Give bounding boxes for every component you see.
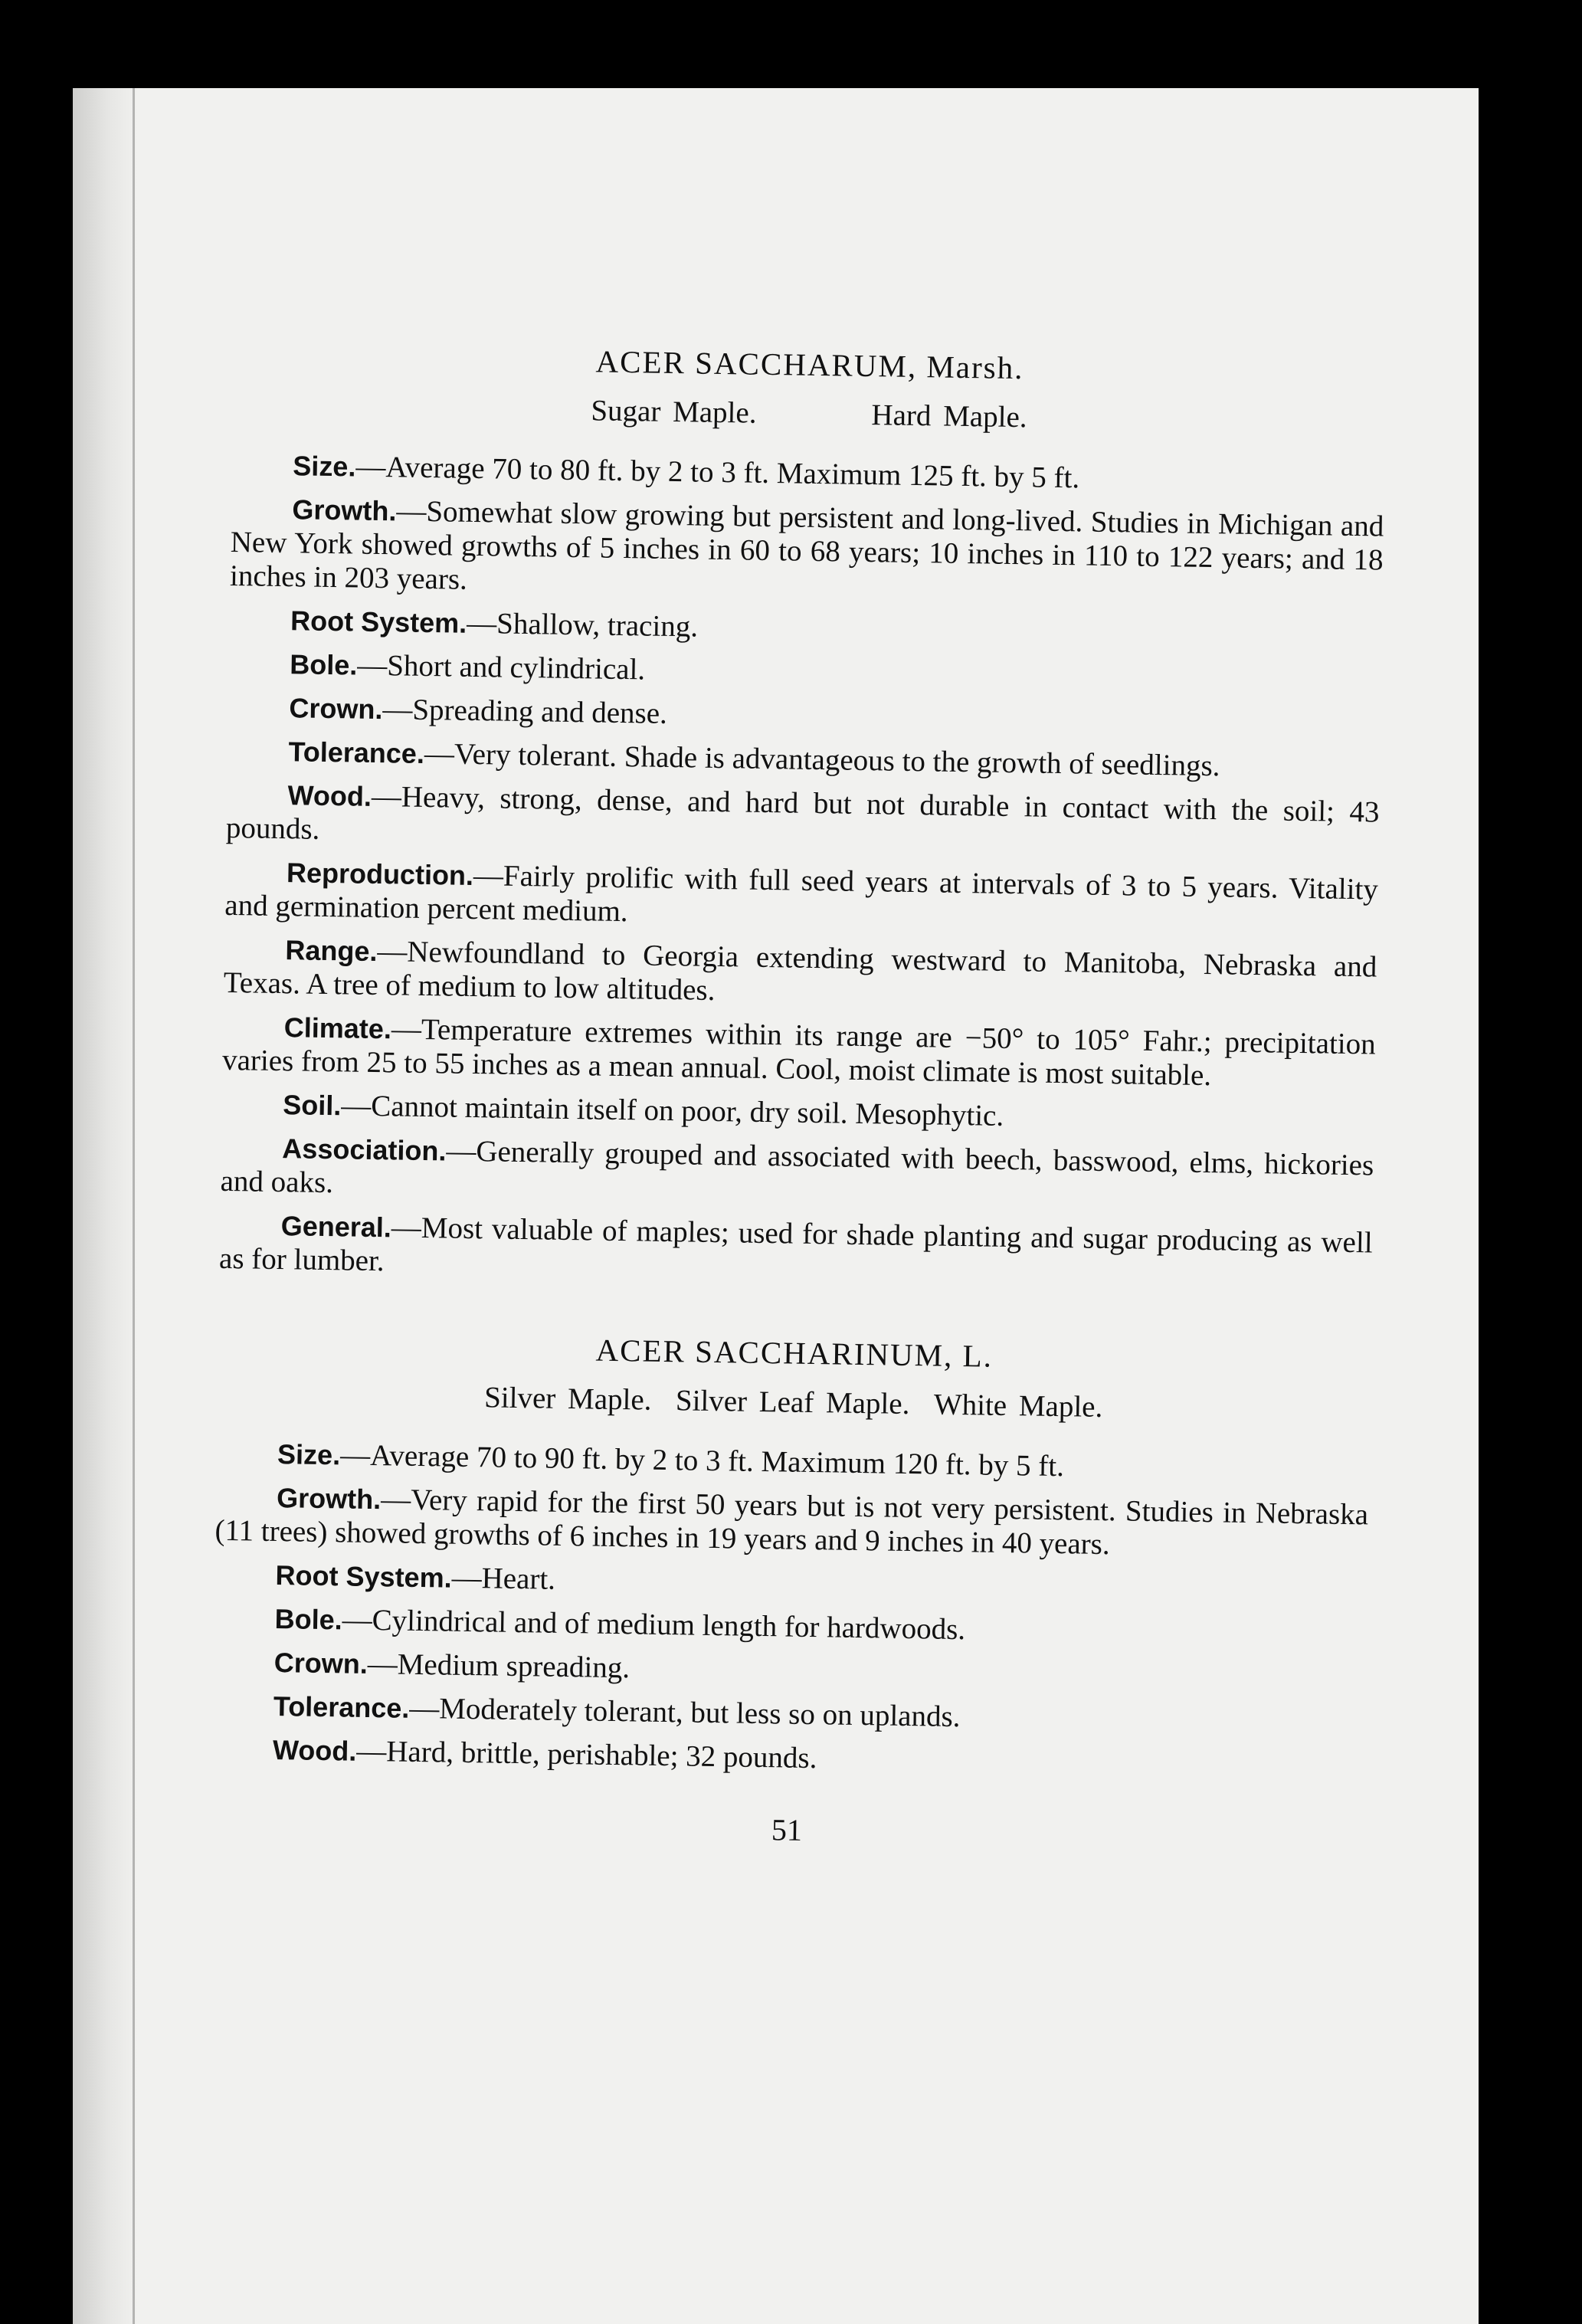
entry-growth: Growth.—Very rapid for the first 50 years but is not very persistent. Studies in Nebraska (11 trees) showed growths of 6 inches in 19 years and 9 inches in 40 years. (215, 1482, 1369, 1562)
entry-tolerance: Tolerance.—Moderately tolerant, but less so on uplands. (273, 1690, 961, 1734)
entry-text: Most valuable of maples; used for shade planting and sugar producing as well as for lumber. (218, 1211, 1373, 1278)
species-section-acer-saccharum (219, 337, 1387, 1293)
entry-term: Wood. (272, 1734, 357, 1767)
entry-term: Growth. (276, 1482, 382, 1516)
entry-size: Size.—Average 70 to 80 ft. by 2 to 3 ft. Maximum 125 ft. by 5 ft. (293, 450, 1080, 495)
entry-text: Spreading and dense. (412, 693, 668, 730)
entry-text: Very tolerant. Shade is advantageous to the growth of seedlings. (454, 737, 1220, 783)
entry-association: Association.—Generally grouped and associated with beech, basswood, elms, hickories and oaks. (220, 1132, 1374, 1200)
entry-term: Climate. (283, 1011, 392, 1045)
entry-size: Size.—Average 70 to 90 ft. by 2 to 3 ft. Maximum 120 ft. by 5 ft. (277, 1438, 1065, 1483)
entry-term: Wood. (287, 779, 372, 812)
entry-text: Hard, brittle, perishable; 32 pounds. (386, 1735, 817, 1775)
common-name: Silver Maple. (483, 1381, 652, 1417)
entry-bole: Bole.—Short and cylindrical. (289, 648, 646, 687)
common-names (217, 1376, 1371, 1429)
species-section-acer-saccharinum (211, 1326, 1371, 1785)
entry-term: Range. (285, 934, 378, 968)
entry-text: Heavy, strong, dense, and hard but not durable in contact with the soil; 43 pounds. (225, 780, 1380, 846)
entry-text: Cannot maintain itself on poor, dry soil. Mesophytic. (370, 1089, 1004, 1132)
entry-term: Growth. (292, 493, 397, 527)
entry-text: Generally grouped and associated with beech, basswood, elms, hickories and oaks. (220, 1135, 1374, 1200)
entry-term: Root System. (290, 605, 467, 639)
page-number: 51 (771, 1812, 803, 1847)
entry-term: General. (280, 1210, 392, 1244)
entry-text: Temperature extremes within its range are −50° to 105° Fahr.; precipitation varies from 25 to 55 inches as a mean annual. Cool, moist climate is most suitable. (221, 1012, 1377, 1093)
entry-term: Soil. (282, 1089, 342, 1122)
entry-term: Tolerance. (273, 1690, 410, 1724)
entry-text: Moderately tolerant, but less so on uplands. (438, 1692, 961, 1734)
entry-term: Bole. (289, 648, 358, 681)
entry-range: Range.—Newfoundland to Georgia extending westward to Manitoba, Nebraska and Texas. A tree of medium to low altitudes. (223, 934, 1377, 1007)
book-page (73, 88, 1479, 2324)
entry-tolerance: Tolerance.—Very tolerant. Shade is advantageous to the growth of seedlings. (288, 736, 1220, 783)
entry-text: Shallow, tracing. (496, 607, 699, 644)
entry-crown: Crown.—Medium spreading. (273, 1647, 631, 1685)
page-binding-shadow (73, 88, 138, 2324)
entry-root-system: Root System.—Shallow, tracing. (290, 605, 699, 644)
entry-text: Cylindrical and of medium length for hardwoods. (372, 1604, 966, 1647)
entry-wood: Wood.—Hard, brittle, perishable; 32 pounds. (272, 1734, 817, 1775)
binding-edge-line (133, 88, 135, 2324)
entry-term: Crown. (289, 692, 383, 726)
entry-bole: Bole.—Cylindrical and of medium length for hardwoods. (274, 1603, 966, 1647)
common-name: Hard Maple. (871, 398, 1027, 434)
species-title: ACER SACCHARUM, Marsh. (595, 343, 1024, 386)
entry-soil: Soil.—Cannot maintain itself on poor, dry soil. Mesophytic. (282, 1089, 1004, 1132)
common-names (232, 388, 1386, 441)
entry-climate: Climate.—Temperature extremes within its range are −50° to 105° Fahr.; precipitation varies from 25 to 55 inches as a mean annual. Cool, moist climate is most suitable. (221, 1011, 1377, 1093)
entry-term: Reproduction. (286, 857, 474, 892)
entry-term: Crown. (273, 1647, 368, 1680)
entry-root-system: Root System.—Heart. (275, 1559, 556, 1596)
entry-general: General.—Most valuable of maples; used for shade planting and sugar producing as well as for lumber. (218, 1210, 1373, 1278)
entry-text: Somewhat slow growing but persistent and long-lived. Studies in Michigan and New York showed growths of 5 inches in 60 to 68 years; 10 inches in 110 to 122 years; and 18 inches in 203 years. (229, 494, 1384, 596)
common-name: Silver Leaf Maple. (675, 1384, 910, 1421)
common-name: Sugar Maple. (591, 394, 757, 430)
entry-text: Newfoundland to Georgia extending westward to Manitoba, Nebraska and Texas. A tree of medium to low altitudes. (223, 935, 1377, 1007)
entry-text: Heart. (481, 1562, 556, 1596)
entry-growth: Growth.—Somewhat slow growing but persistent and long-lived. Studies in Michigan and New York showed growths of 5 inches in 60 to 68 years; 10 inches in 110 to 122 years; and 18 inches in 203 years. (229, 493, 1384, 596)
entry-term: Root System. (275, 1559, 452, 1594)
entry-text: Short and cylindrical. (386, 649, 646, 687)
entry-reproduction: Reproduction.—Fairly prolific with full seed years at intervals of 3 to 5 years. Vitality and germination percent medium. (224, 857, 1379, 929)
entry-text: Fairly prolific with full seed years at intervals of 3 to 5 years. Vitality and germination percent medium. (224, 859, 1379, 929)
page-content (210, 337, 1387, 1857)
entry-text: Average 70 to 90 ft. by 2 to 3 ft. Maximum 120 ft. by 5 ft. (369, 1438, 1065, 1483)
entry-term: Tolerance. (288, 736, 425, 769)
entry-wood: Wood.—Heavy, strong, dense, and hard but not durable in contact with the soil; 43 pounds. (225, 779, 1380, 846)
entry-term: Bole. (274, 1603, 343, 1636)
common-name: White Maple. (933, 1388, 1103, 1424)
species-title: ACER SACCHARINUM, L. (595, 1332, 994, 1374)
entry-term: Association. (282, 1132, 447, 1167)
entry-term: Size. (277, 1438, 341, 1471)
entry-text: Average 70 to 80 ft. by 2 to 3 ft. Maximum 125 ft. by 5 ft. (385, 451, 1080, 495)
entry-crown: Crown.—Spreading and dense. (289, 692, 668, 730)
entry-text: Medium spreading. (397, 1647, 631, 1685)
entry-text: Very rapid for the first 50 years but is not very persistent. Studies in Nebraska (11 trees) showed growths of 6 inches in 19 years and 9 inches in 40 years. (215, 1483, 1369, 1562)
entry-term: Size. (293, 450, 356, 483)
